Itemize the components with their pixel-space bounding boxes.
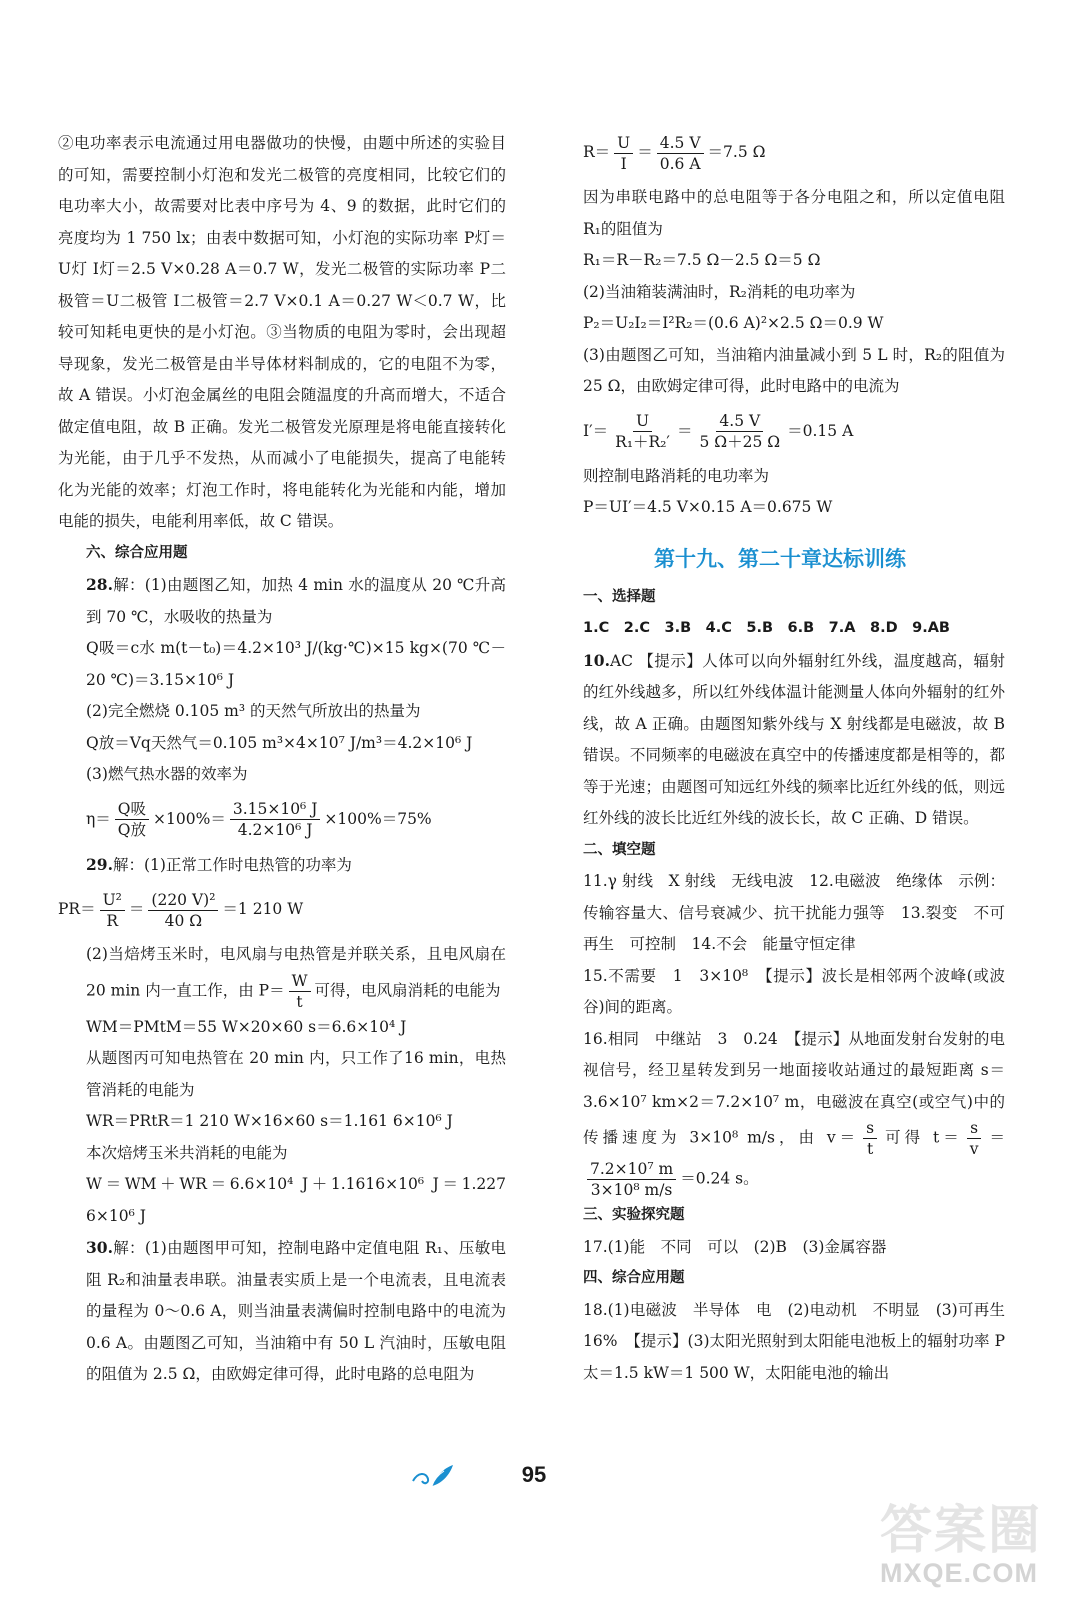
q28-text: 解：(1)由题图乙知，加热 4 min 水的温度从 20 ℃升高到 70 ℃，水吸收的热量为	[86, 576, 506, 626]
equals-sign: ＝	[985, 1128, 1005, 1147]
chapter-title: 第十九、第二十章达标训练	[654, 546, 906, 571]
q16-text: 16.相同 中继站 3 0.24 【提示】从地面发射台发射的电视信号，经卫星转发到另一地面接收站通过的最短距离 s＝3.6×10⁷ km×2＝7.2×10⁷ m，电磁波在真空(或空气)中的传播速度为 3×10⁸ m/s，由 v＝	[583, 1029, 1005, 1147]
eta-mid: ×100%＝	[153, 809, 226, 828]
fraction-s-v	[967, 1118, 982, 1159]
q30-part4: 则控制电路消耗的电功率为	[583, 466, 770, 485]
q28-eq-heat-released: Q放＝Vq天然气＝0.105 m³×4×10⁷ J/m³＝4.2×10⁶ J	[86, 733, 473, 752]
fraction-u-r	[612, 411, 673, 452]
q28-eq-efficiency	[58, 791, 506, 849]
section-heading-3: 三、实验探究题	[583, 1207, 685, 1223]
q27-continuation: ②电功率表示电流通过用电器做功的快慢，由题中所述的实验目的可知，需要控制小灯泡和发光二极管的亮度相同，比较它们的电功率大小，故需要对比表中序号为 4、9 的数据，此时它们的亮度均为 1 750 lx；由表中数据可知，小灯泡的实际功率 P灯＝U灯 I灯＝2.5 V×0.28 A＝0.7 W，发光二极管的实际功率 P二极管＝U二极管 I二极管＝2.7 V×0.1 A＝0.27 W＜0.7 W，比较可知耗电更快的是小灯泡。③当物质的电阻为零时，会出现超导现象，发光二极管是由半导体材料制成的，它的电阻不为零，故 A 错误。小灯泡金属丝的电阻会随温度的升高而增大，不适合做定值电阻，故 B 正确。发光二极管发光原理是将电能直接转化为光能，由于几乎不发热，从而减小了电能损失，提高了电能转化为光能的效率；灯泡工作时，将电能转化为光能和内能，增加电能的损失，电能利用率低，故 C 错误。	[58, 134, 506, 530]
denominator: 3×10⁸ m/s	[590, 1181, 673, 1199]
fraction-w-t	[289, 971, 311, 1012]
q28-part2: (2)完全燃烧 0.105 m³ 的天然气所放出的热量为	[86, 702, 421, 720]
numerator: 3.15×10⁶ J	[230, 799, 321, 820]
equals-sign: ＝	[676, 421, 693, 440]
q15-answer: 15.不需要 1 3×10⁸ 【提示】波长是相邻两个波峰(或波谷)间的距离。	[583, 966, 1005, 1016]
i-lhs: I′＝	[583, 421, 609, 440]
section-heading-2: 二、填空题	[583, 841, 656, 858]
fraction-values	[587, 1159, 676, 1200]
q30-number: 30.	[86, 1238, 113, 1257]
q30-text: 解：(1)由题图甲可知，控制电路中定值电阻 R₁、压敏电阻 R₂和油量表串联。油量表实质上是一个电流表，且电流表的量程为 0～0.6 A，则当油量表满偏时控制电路中的电流为 0.6 A。由题图乙可知，当油箱中有 50 L 汽油时，压敏电阻的阻值为 2.5 Ω，由欧姆定律可得，此时电路的总电阻为	[86, 1239, 506, 1383]
q16-answer	[555, 1024, 1005, 1201]
pr-lhs: PR＝	[58, 900, 96, 919]
q29-part3: 从题图丙可知电热管在 20 min 内，只工作了16 min，电热管消耗的电能为	[86, 1049, 506, 1099]
section-heading-1: 一、选择题	[583, 588, 656, 605]
numerator: U²	[100, 890, 125, 911]
q28-intro	[58, 569, 506, 633]
q30-eq-r1: R₁＝R－R₂＝7.5 Ω－2.5 Ω＝5 Ω	[583, 251, 821, 269]
fraction-u-i	[614, 133, 633, 174]
equals-sign: ＝	[128, 900, 145, 919]
choice-answers: 1.C 2.C 3.B 4.C 5.B 6.B 7.A 8.D 9.AB	[583, 620, 950, 636]
numerator: Q吸	[115, 799, 149, 820]
fraction-u2-r	[100, 890, 125, 931]
right-column	[555, 124, 1021, 1389]
denominator: R	[106, 911, 119, 930]
q30-eq-p2: P₂＝U₂I₂＝I²R₂＝(0.6 A)²×2.5 Ω＝0.9 W	[583, 314, 884, 332]
q30-part3: (3)由题图乙可知，当油箱内油量减小到 5 L 时，R₂的阻值为 25 Ω，由欧姆定律可得，此时电路中的电流为	[583, 345, 1005, 395]
left-column	[58, 128, 506, 1391]
numerator: s	[863, 1118, 877, 1139]
q30-part2: (2)当油箱装满油时，R₂消耗的电功率为	[583, 282, 856, 301]
fraction-q-ratio	[115, 799, 149, 840]
watermark-logo-text: 答案圈	[880, 1501, 1043, 1561]
q11-14-answers: 11.γ 射线 X 射线 无线电波 12.电磁波 绝缘体 示例：传输容量大、信号衰减少、抗干扰能力强等 13.裂变 不可再生 可控制 14.不会 能量守恒定律	[583, 872, 1005, 953]
q29-text: 解：(1)正常工作时电热管的功率为	[112, 855, 352, 874]
fraction-values	[230, 799, 321, 840]
denominator: t	[867, 1140, 874, 1158]
fraction-values	[696, 411, 783, 452]
numerator: s	[967, 1118, 981, 1139]
pr-result: ＝1 210 W	[222, 900, 304, 919]
numerator: 4.5 V	[657, 133, 704, 154]
fraction-s-t	[863, 1118, 877, 1159]
q30-intro	[58, 1232, 506, 1391]
q17-answer: 17.(1)能 不同 可以 (2)B (3)金属容器	[583, 1237, 887, 1256]
q28-eq-heat-absorbed: Q吸＝c水 m(t－t₀)＝4.2×10³ J/(kg·℃)×15 kg×(70 ℃－20 ℃)＝3.15×10⁶ J	[86, 639, 506, 689]
q10-number: 10.	[583, 650, 610, 670]
q29-part2	[58, 939, 506, 1012]
q28-part3: (3)燃气热水器的效率为	[86, 765, 248, 783]
q16-result: ＝0.24 s。	[680, 1169, 759, 1188]
q18-answer: 18.(1)电磁波 半导体 电 (2)电动机 不明显 (3)可再生 16% 【提示】(3)太阳光照射到太阳能电池板上的辐射功率 P太＝1.5 kW＝1 500 W，太阳能电池的输出	[583, 1300, 1021, 1382]
q29-number: 29.	[86, 854, 113, 874]
q10-text: AC 【提示】人体可以向外辐射红外线，温度越高，辐射的红外线越多，所以红外线体温计能测量人体向外辐射的红外线，故 A 正确。由题图知紫外线与 X 射线都是电磁波，故 B 错误。不同频率的电磁波在真空中的传播速度都是相等的，都等于光速；由题图可知远红外线的频率比近红外线的低，则远红外线的波长比近红外线的波长长，故 C 正确、D 错误。	[583, 651, 1005, 827]
eta-lhs: η＝	[86, 809, 111, 828]
q29-part4: 本次焙烤玉米共消耗的电能为	[86, 1143, 288, 1162]
denominator: 4.2×10⁶ J	[237, 821, 313, 839]
denominator: R₁＋R₂′	[615, 433, 670, 451]
q16-mid: 可得 t＝	[881, 1128, 963, 1147]
numerator: (220 V)²	[148, 890, 218, 911]
q28-number: 28.	[86, 575, 113, 594]
q29-part2-text-a: (2)当焙烤玉米时，电风扇与电热管是并联关系，且电风扇在 20 min 内一直工作，由 P＝	[86, 945, 506, 999]
denominator: t	[296, 992, 303, 1011]
q30-eq-current	[555, 403, 1005, 461]
q29-eq-power	[58, 881, 506, 939]
page-number: 95	[521, 1462, 547, 1487]
eta-result: ×100%＝75%	[324, 809, 432, 828]
q30-eq-total-resistance	[555, 124, 1005, 182]
numerator: U	[614, 133, 633, 154]
denominator: 5 Ω＋25 Ω	[699, 433, 781, 451]
denominator: Q放	[117, 821, 147, 839]
q30-series-resistance-note: 因为串联电路中的总电阻等于各分电阻之和，所以定值电阻 R₁的阻值为	[583, 188, 1005, 238]
denominator: I	[620, 154, 627, 173]
q29-eq-total-energy: W＝WM＋WR＝6.6×10⁴ J＋1.1616×10⁶ J＝1.227 6×10⁶ J	[86, 1175, 506, 1225]
section-heading-6: 六、综合应用题	[86, 544, 188, 561]
q30-eq-power: P＝UI′＝4.5 V×0.15 A＝0.675 W	[583, 498, 833, 516]
numerator: 7.2×10⁷ m	[587, 1159, 676, 1180]
fraction-values	[148, 890, 218, 931]
q29-intro	[58, 849, 506, 882]
q29-eq-heater-energy: WR＝PRtR＝1 210 W×16×60 s＝1.161 6×10⁶ J	[86, 1112, 453, 1130]
q10-answer	[555, 645, 1005, 835]
i-result: ＝0.15 A	[787, 421, 854, 440]
numerator: U	[633, 411, 652, 432]
watermark	[870, 1488, 1060, 1598]
r-result: ＝7.5 Ω	[707, 143, 766, 162]
denominator: v	[969, 1140, 979, 1158]
numerator: 4.5 V	[716, 411, 763, 432]
watermark-url: MXQE.COM	[880, 1558, 1039, 1588]
q29-part2-text-b: 可得，电风扇消耗的电能为	[314, 981, 501, 999]
denominator: 0.6 A	[659, 154, 701, 173]
equals-sign: ＝	[637, 143, 653, 162]
denominator: 40 Ω	[164, 911, 203, 930]
r-lhs: R＝	[583, 143, 611, 162]
section-heading-4: 四、综合应用题	[583, 1270, 685, 1286]
fraction-values	[657, 133, 704, 174]
q29-eq-fan-energy: WM＝PMtM＝55 W×20×60 s＝6.6×10⁴ J	[86, 1017, 407, 1036]
numerator: W	[289, 971, 311, 992]
